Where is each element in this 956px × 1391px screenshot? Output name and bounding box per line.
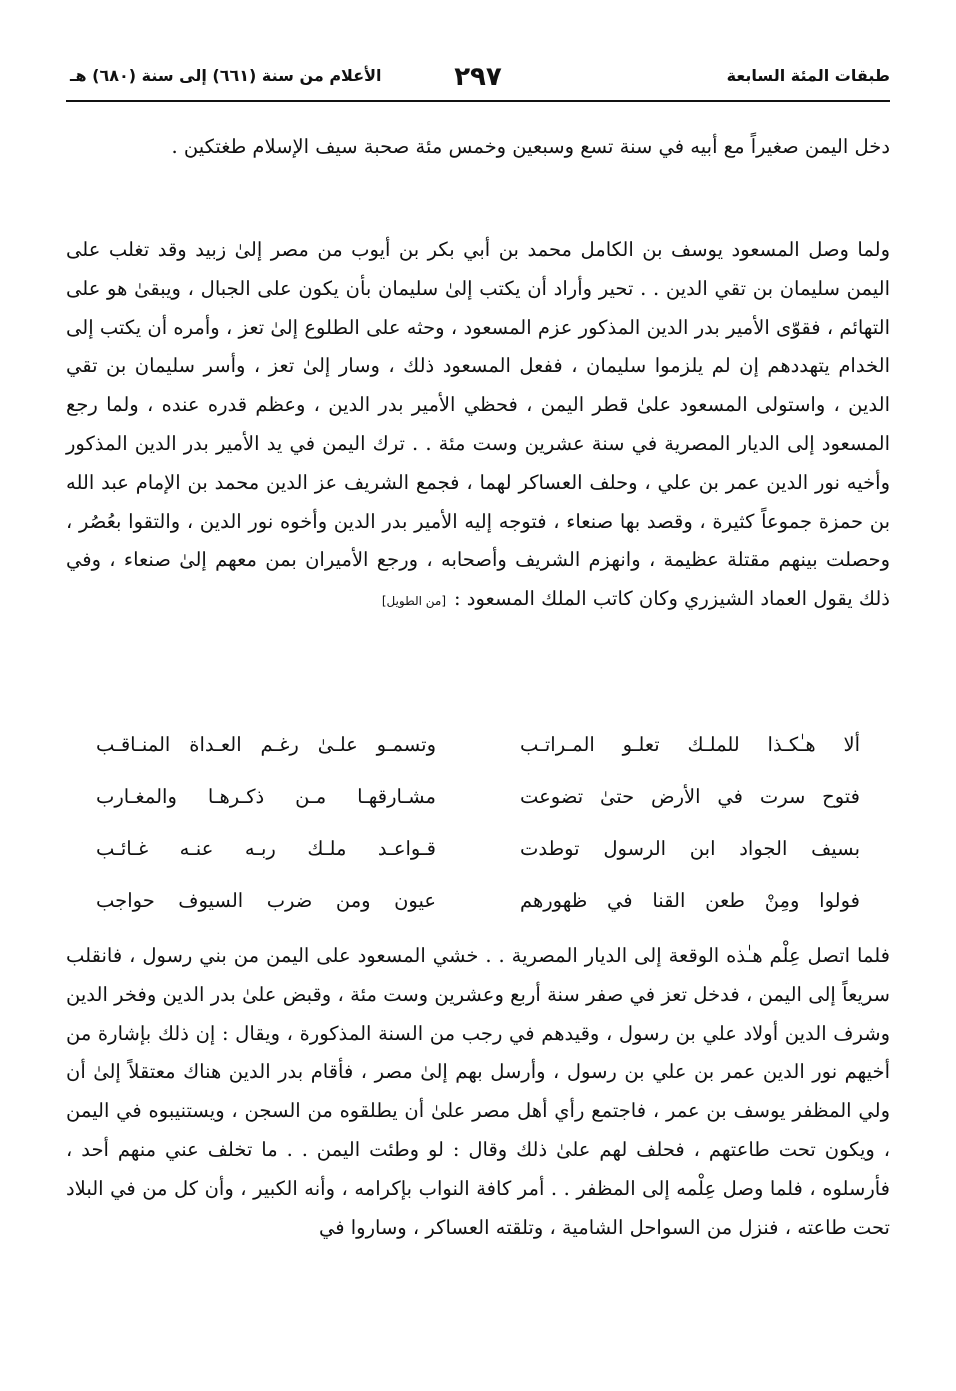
header-rule: [66, 100, 890, 102]
running-head-range: الأعلام من سنة (٦٦١) إلى سنة (٦٨٠) هـ: [70, 66, 382, 85]
verse-line: [66, 785, 890, 837]
paragraph-2: [66, 231, 890, 621]
poem-meter-label: [من الطويل]: [381, 594, 447, 609]
paragraph-1: دخل اليمن صغيراً مع أبيه في سنة تسع وسبعين وخمس مئة صحبة سيف الإسلام طغتكين .: [171, 135, 890, 158]
verse-line: [66, 837, 890, 889]
verse-first-hemistich: ألا هـٰكـذا للملـك تعلـو المـراتـب: [520, 733, 860, 756]
poem: [66, 733, 890, 941]
verse-second-hemistich: قـواعـد ملـك ربـه عنـه غـائـب: [96, 837, 436, 860]
paragraph-2-text: ولما وصل المسعود يوسف بن الكامل محمد بن أبي بكر بن أيوب من مصر إلىٰ زبيد وقد تغلب على اليمن سليمان بن تقي الدين . . تحير وأراد أن يكتب إلىٰ سليمان بأن يكون على الجبال ، ويبقىٰ هو على التهائم ، فقوّى الأمير بدر الدين المذكور عزم المسعود ، وحثه على الطلوع إلىٰ تعز ، وأمره أن يكتب إلى الخدام يتهددهم إن لم يلزموا سليمان ، ففعل المسعود ذلك ، وسار إلىٰ تعز ، وأسر سليمان بن تقي الدين ، واستولى المسعود علىٰ قطر اليمن ، فحظي الأمير بدر الدين ، وعظم قدره عنده ، ولما رجع المسعود إلى الديار المصرية في سنة عشرين وست مئة . . ترك اليمن في يد الأمير بدر الدين المذكور وأخيه نور الدين عمر بن علي ، وحلف العساكر لهما ، فجمع الشريف عز الدين محمد بن الإمام عبد الله بن حمزة جموعاً كثيرة ، وقصد بها صنعاء ، فتوجه إليه الأمير بدر الدين وأخوه نور الدين ، والتقوا بعُصُر ، وحصلت بينهم مقتلة عظيمة ، وانهزم الشريف وأصحابه ، ورجع الأميران بمن معهم إلىٰ صنعاء ، وفي ذلك يقول العماد الشيزري وكان كاتب الملك المسعود :: [66, 238, 890, 611]
verse-second-hemistich: وتسمـو علـىٰ رغـم العـداة المنـاقـب: [96, 733, 436, 756]
verse-second-hemistich: مشـارقهـا مـن ذكـرهـا والمغـارب: [96, 785, 436, 808]
verse-first-hemistich: بسيف الجواد ابن الرسول توطدت: [520, 837, 860, 860]
running-head-section: طبقات المئة السابعة: [726, 66, 890, 85]
verse-second-hemistich: عيون ومن ضرب السيوف حواجب: [96, 889, 436, 912]
verse-first-hemistich: فولوا ومِنْ طعن القنا في ظهورهم: [520, 889, 860, 912]
page-number: ٢٩٧: [454, 62, 502, 92]
verse-line: [66, 733, 890, 785]
verse-line: [66, 889, 890, 941]
verse-first-hemistich: فتوح سرت في الأرض حتىٰ تضوعت: [520, 785, 860, 808]
paragraph-3: فلما اتصل عِلْم هـٰذه الوقعة إلى الديار المصرية . . خشي المسعود على اليمن من بني رسول ، فانقلب سريعاً إلى اليمن ، فدخل تعز في صفر سنة أربع وعشرين وست مئة ، وقبض علىٰ بدر الدين وفخر الدين وشرف الدين أولاد علي بن رسول ، وقيدهم في رجب من السنة المذكورة ، ويقال : إن ذلك بإشارة من أخيهم نور الدين عمر بن علي بن رسول ، وأرسل بهم إلىٰ مصر ، فأقام بدر الدين هناك معتقلاً إلىٰ أن ولي المظفر يوسف بن عمر ، فاجتمع رأي أهل مصر علىٰ أن يطلقوه من السجن ، ويستنيبوه في اليمن ، ويكون تحت طاعتهم ، فحلف لهم علىٰ ذلك وقال : لو وطئت اليمن . . ما تخلف عني منهم أحد ، فأرسلوه ، فلما وصل عِلْمه إلى المظفر . . أمر كافة النواب بإكرامه ، وأنه الكبير ، وأن كل من في البلاد تحت طاعته ، فنزل من السواحل الشامية ، وتلقته العساكر ، وساروا في: [66, 944, 890, 1239]
